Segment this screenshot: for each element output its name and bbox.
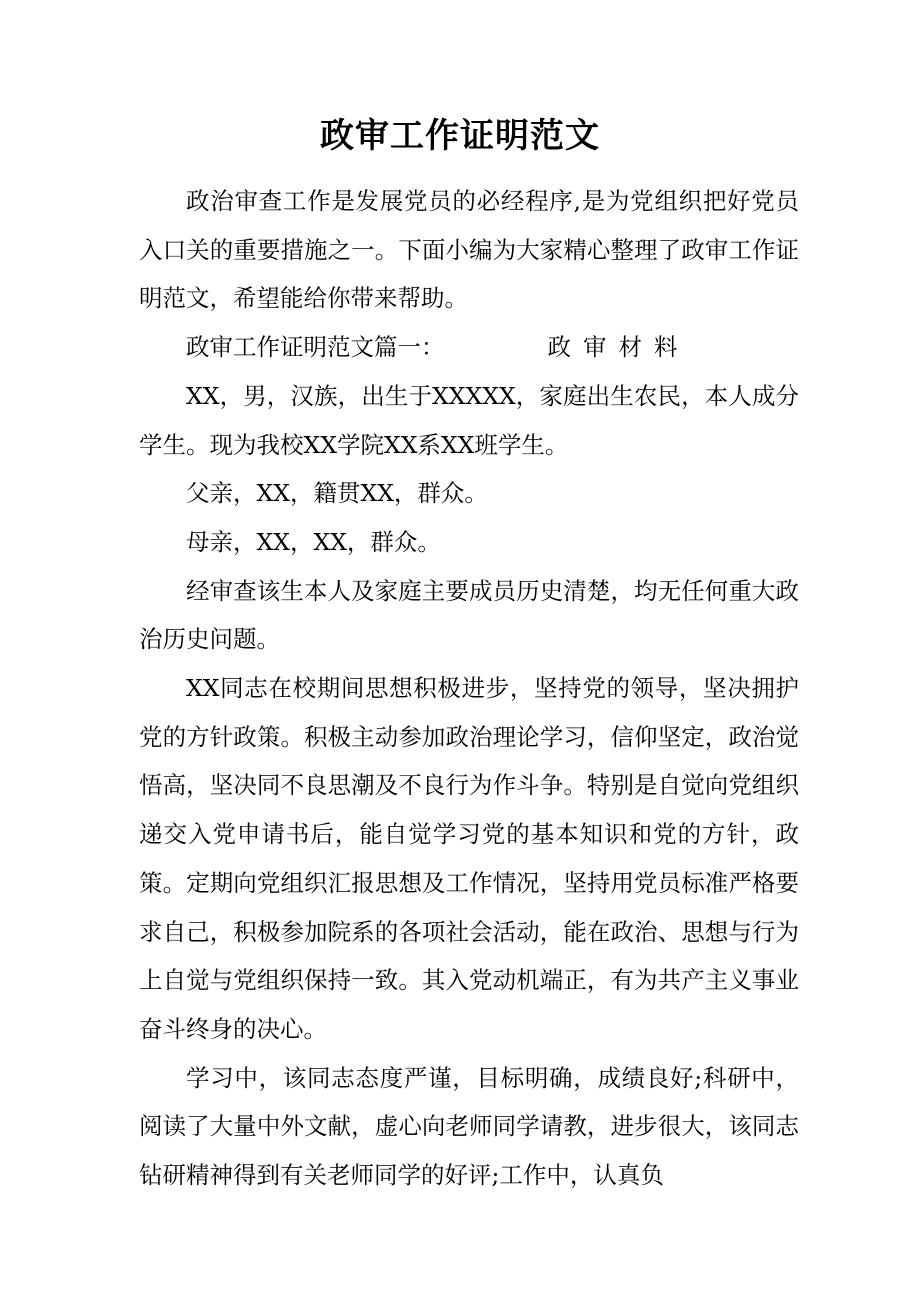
mother-info-paragraph: 母亲，XX，XX，群众。 — [186, 527, 441, 556]
document-title: 政审工作证明范文 — [320, 116, 600, 156]
material-label: 政审材料 — [547, 333, 690, 362]
document-body — [139, 177, 799, 1200]
section-heading: 政审工作证明范文篇一： — [186, 333, 445, 362]
study-performance-paragraph: 学习中，该同志态度严谨，目标明确，成绩良好;科研中，阅读了大量中外文献，虚心向老师同学请教，进步很大，该同志钻研精神得到有关老师同学的好评;工作中，认真负 — [139, 1063, 799, 1190]
intro-paragraph: 政治审查工作是发展党员的必经程序,是为党组织把好党员入口关的重要措施之一。下面小编为大家精心整理了政审工作证明范文，希望能给你带来帮助。 — [139, 187, 799, 313]
political-performance-paragraph: XX同志在校期间思想积极进步，坚持党的领导，坚决拥护党的方针政策。积极主动参加政治理论学习，信仰坚定，政治觉悟高，坚决同不良思潮及不良行为作斗争。特别是自觉向党组织递交入党申请书后，能自觉学习党的基本知识和党的方针，政策。定期向党组织汇报思想及工作情况，坚持用党员标准严格要求自己，积极参加院系的各项社会活动，能在政治、思想与行为上自觉与党组织保持一致。其入党动机端正，有为共产主义事业奋斗终身的决心。 — [139, 674, 799, 1043]
father-info-paragraph: 父亲，XX，籍贯XX，群众。 — [186, 479, 488, 508]
personal-info-paragraph: XX，男，汉族，出生于XXXXX，家庭出生农民，本人成分学生。现为我校XX学院XX系XX班学生。 — [139, 381, 799, 459]
review-result-paragraph: 经审查该生本人及家庭主要成员历史清楚，均无任何重大政治历史问题。 — [139, 576, 799, 654]
section-heading-line — [139, 323, 799, 372]
